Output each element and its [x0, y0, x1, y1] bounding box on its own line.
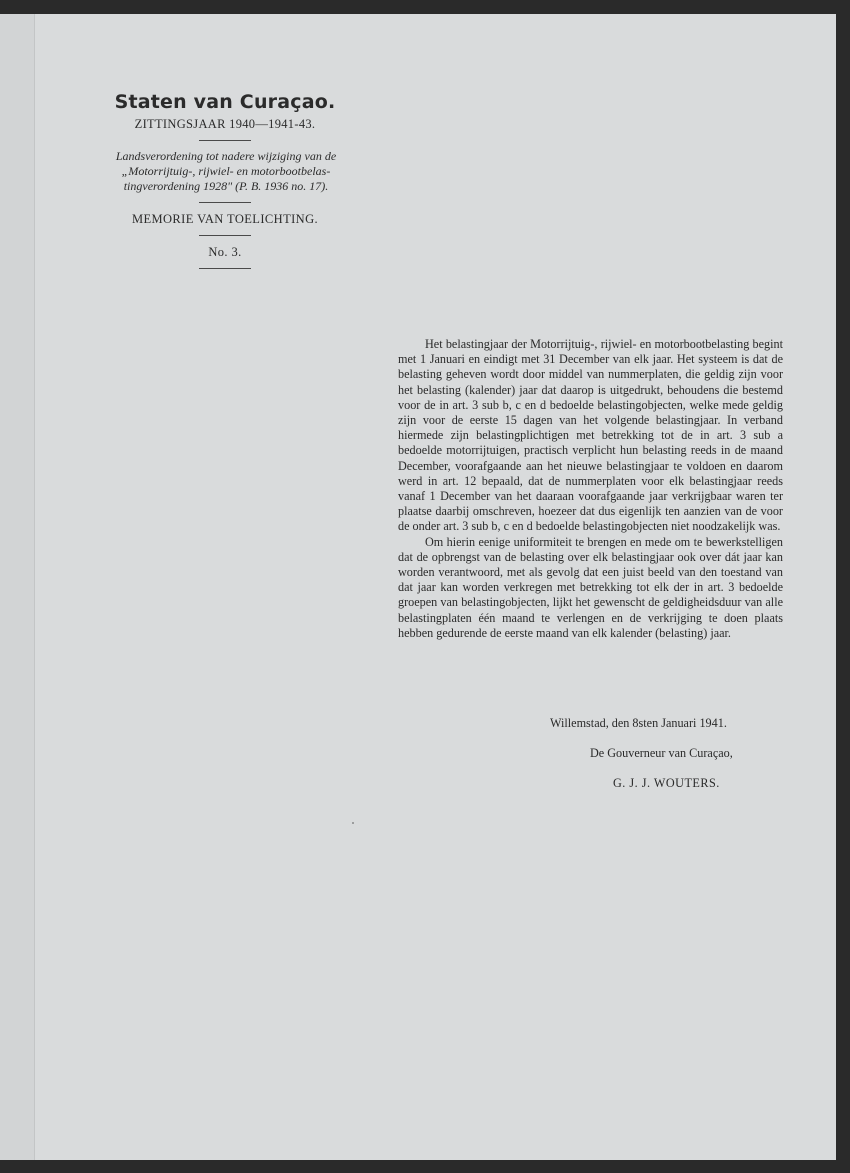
ordinance-subject — [100, 149, 350, 194]
place-date: Willemstad, den 8sten Januari 1941. — [550, 716, 727, 730]
document-title: Staten van Curaçao. — [114, 91, 336, 113]
signatory-office: De Gouverneur van Curaçao, — [590, 746, 733, 760]
header-divider — [199, 235, 251, 236]
explanatory-text — [398, 337, 783, 641]
header-divider — [199, 140, 251, 141]
subject-line: tingverordening 1928" (P. B. 1936 no. 17). — [123, 179, 329, 193]
body-paragraph: Het belastingjaar der Motorrijtuig-, rijwiel- en motorbootbelasting begint met 1 Januari en eindigt met 31 December van elk jaar. Het systeem is dat de belasting geheven wordt door middel van nummerplaten, die geldig zijn voor het belasting (kalender) jaar dat daarop is uitgedrukt, behoudens die bestemd voor de in art. 3 sub b, c en d bedoelde belastingobjecten, welke mede geldig zijn voor de eerste 15 dagen van het volgende belastingjaar. In verband hiermede zijn belastingplichtigen met betrekking tot de in art. 3 sub a bedoelde motorrijtuigen, practisch verplicht hun belasting reeds in de maand December, voorafgaande aan het nieuwe belastingjaar te voldoen en daarom werd in art. 12 bepaald, dat de nummerplaten voor elk belastingjaar reeds vanaf 1 December van het daaraan voorafgaande jaar verkrijgbaar waren ter plaatse daarbij omschreven, hoezeer dat dus eigenlijk ten aanzien van de voor de onder art. 3 sub b, c en d bedoelde belastingobjecten niet noodzakelijk was. — [398, 337, 783, 534]
underlying-page-edge — [0, 14, 35, 1160]
document-number: No. 3. — [208, 245, 242, 259]
header-divider — [199, 202, 251, 203]
body-paragraph: Om hierin eenige uniformiteit te brengen en mede om te bewerkstelligen dat de opbrengst van de belasting over elk belastingjaar ook over dát jaar kan worden verantwoord, met als gevolg dat een juist beeld van den toestand van dat jaar kan worden verkregen met betrekking tot elk der in art. 3 bedoelde groepen van belastingobjecten, lijkt het gewenscht de geldigheidsduur van alle belastingplaten één maand te verlengen en de verkrijging te doen plaats hebben gedurende de eerste maand van elk kalender (belasting) jaar. — [398, 534, 783, 640]
signatory-name: G. J. J. WOUTERS. — [613, 776, 720, 790]
subject-line: Landsverordening tot nadere wijziging van de — [115, 149, 337, 163]
subject-line: „Motorrijtuig-, rijwiel- en motorbootbelas- — [121, 164, 331, 178]
header-divider — [199, 268, 251, 269]
document-header — [100, 90, 350, 277]
paper-speck — [352, 822, 354, 824]
session-year: ZITTINGSJAAR 1940—1941-43. — [134, 117, 316, 131]
document-type: MEMORIE VAN TOELICHTING. — [131, 212, 319, 226]
